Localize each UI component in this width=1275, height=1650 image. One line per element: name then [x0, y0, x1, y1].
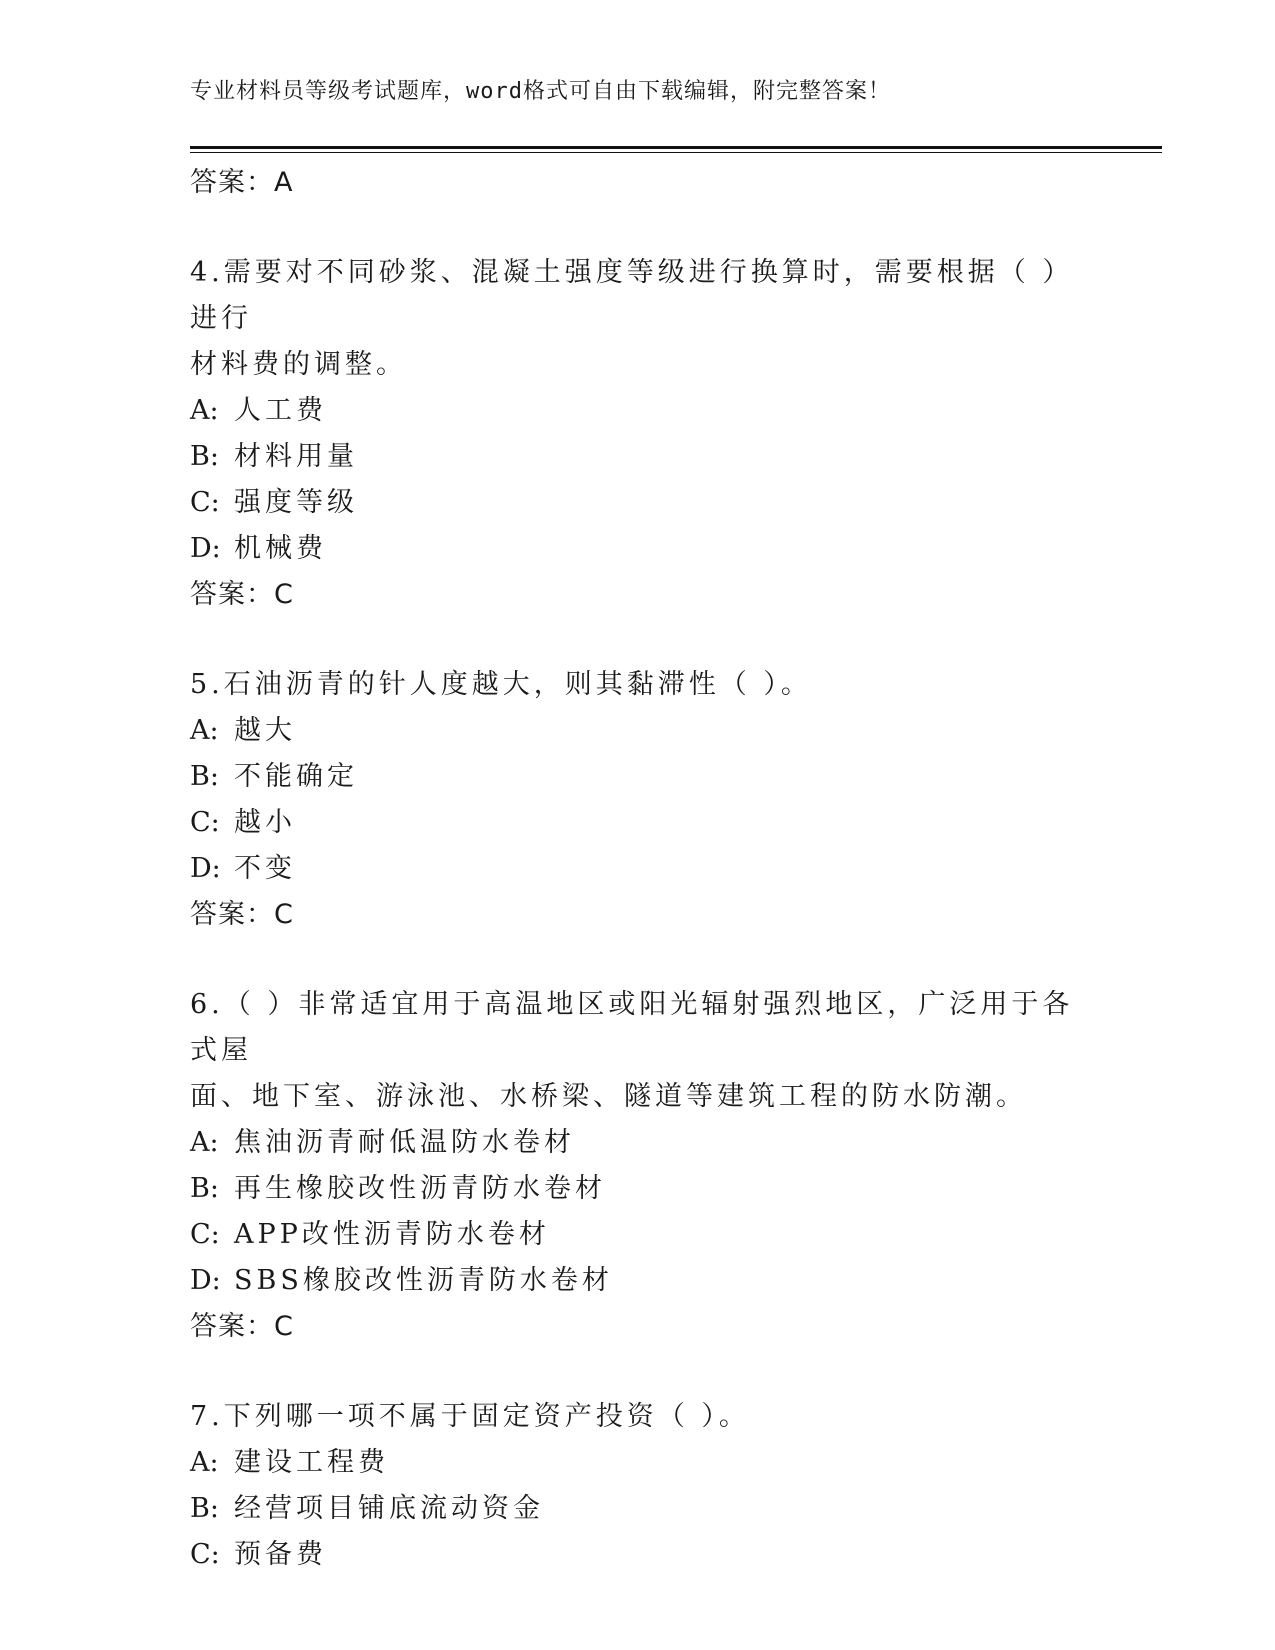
- option-key: B:: [190, 441, 219, 472]
- option-key: D:: [190, 1265, 221, 1296]
- option-a: [190, 1440, 1090, 1486]
- option-c: [190, 800, 1090, 846]
- option-key: C:: [190, 1539, 220, 1570]
- option-c: [190, 480, 1090, 526]
- option-key: B:: [190, 1173, 219, 1204]
- option-c: [190, 1212, 1090, 1258]
- option-key: C:: [190, 1219, 220, 1250]
- option-d: [190, 846, 1090, 892]
- question-text: 6.（ ）非常适宜用于高温地区或阳光辐射强烈地区，广泛用于各式屋: [190, 989, 1074, 1066]
- spacer: [190, 618, 1090, 662]
- option-b: [190, 754, 1090, 800]
- header-rule-thin: [190, 152, 1162, 153]
- question-text: 7.下列哪一项不属于固定资产投资（ ）。: [190, 1401, 750, 1432]
- option-text: 越小: [234, 807, 296, 838]
- option-text: 不变: [234, 853, 296, 884]
- option-text: 焦油沥青耐低温防水卷材: [234, 1127, 575, 1158]
- answer-line: 答案：C: [190, 1311, 294, 1342]
- option-key: D:: [190, 533, 221, 564]
- option-key: A:: [190, 1127, 219, 1158]
- spacer: [190, 1350, 1090, 1394]
- question-block: [190, 250, 1090, 618]
- page-header: 专业材料员等级考试题库，word格式可自由下载编辑，附完整答案！: [190, 79, 891, 104]
- option-d: [190, 1258, 1090, 1304]
- answer-line: 答案：C: [190, 579, 294, 610]
- question-text-continued: 面、地下室、游泳池、水桥梁、隧道等建筑工程的防水防潮。: [190, 1081, 1027, 1112]
- option-b: [190, 1166, 1090, 1212]
- option-d: [190, 526, 1090, 572]
- option-a: [190, 1120, 1090, 1166]
- option-key: A:: [190, 395, 219, 426]
- option-text: 经营项目铺底流动资金: [234, 1493, 544, 1524]
- option-key: B:: [190, 761, 219, 792]
- option-text: 建设工程费: [234, 1447, 389, 1478]
- answer-line: 答案：C: [190, 899, 294, 930]
- option-key: D:: [190, 853, 221, 884]
- option-text: 人工费: [234, 395, 327, 426]
- question-text: 5.石油沥青的针人度越大，则其黏滞性（ ）。: [190, 669, 812, 700]
- option-key: A:: [190, 715, 219, 746]
- option-key: C:: [190, 487, 220, 518]
- option-text: 预备费: [234, 1539, 327, 1570]
- header-rule-thick: [190, 146, 1162, 149]
- option-text: APP改性沥青防水卷材: [234, 1219, 550, 1250]
- option-b: [190, 1486, 1090, 1532]
- option-text: 不能确定: [234, 761, 358, 792]
- spacer: [190, 938, 1090, 982]
- option-text: 材料用量: [234, 441, 358, 472]
- option-text: 越大: [234, 715, 296, 746]
- question-block: [190, 982, 1090, 1350]
- spacer: [190, 206, 1090, 250]
- question-text-continued: 材料费的调整。: [190, 349, 407, 380]
- option-key: C:: [190, 807, 220, 838]
- option-b: [190, 434, 1090, 480]
- option-a: [190, 708, 1090, 754]
- question-text: 4.需要对不同砂浆、混凝土强度等级进行换算时，需要根据（ ）进行: [190, 257, 1074, 334]
- option-text: 机械费: [234, 533, 327, 564]
- option-key: B:: [190, 1493, 219, 1524]
- question-list: [190, 160, 1090, 1578]
- option-text: 强度等级: [234, 487, 358, 518]
- option-key: A:: [190, 1447, 219, 1478]
- question-block: [190, 1394, 1090, 1578]
- option-text: SBS橡胶改性沥青防水卷材: [234, 1265, 613, 1296]
- answer-line: 答案：A: [190, 167, 294, 198]
- question-block: [190, 662, 1090, 938]
- option-c: [190, 1532, 1090, 1578]
- option-a: [190, 388, 1090, 434]
- option-text: 再生橡胶改性沥青防水卷材: [234, 1173, 606, 1204]
